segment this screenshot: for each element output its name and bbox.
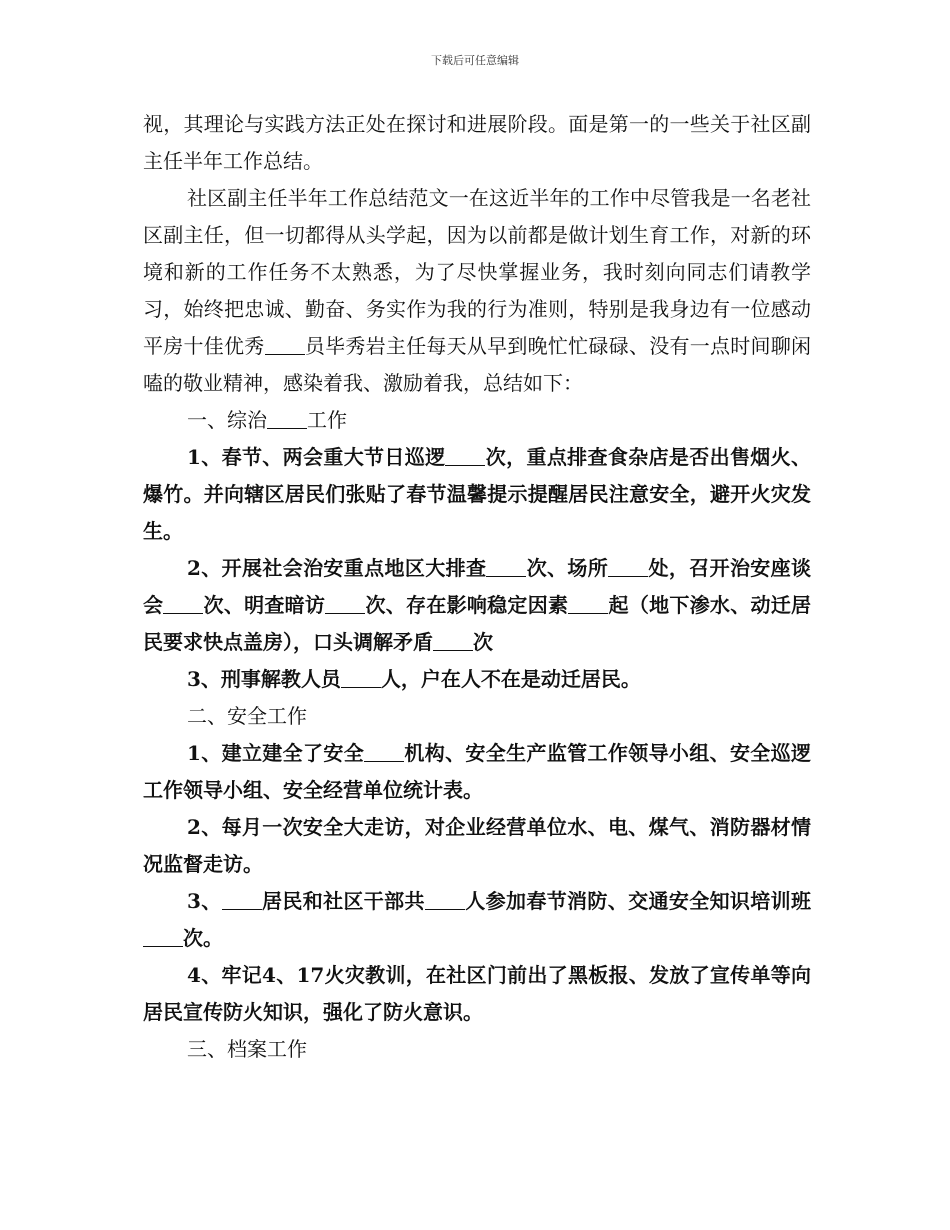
section-heading: 一、综治 工作 [187,408,347,432]
fill-blank [608,556,648,577]
fill-blank [486,556,526,577]
fill-blank [325,593,365,614]
page-header: 下载后可任意编辑 [431,54,519,67]
fill-blank [267,408,307,429]
fill-blank [163,593,203,614]
list-item: 1、建立建全了安全 机构、安全生产监管工作领导小组、安全巡逻工作领导小组、安全经营单位统计表。 [143,741,811,802]
list-item: 4、牢记4、17火灾教训，在社区门前出了黑板报、发放了宣传单等向居民宣传防火知识，强化了防火意识。 [143,963,811,1024]
fill-blank [568,593,608,614]
fill-blank [425,889,465,910]
paragraph: 社区副主任半年工作总结范文一在这近半年的工作中尽管我是一名老社区副主任，但一切都得从头学起，因为以前都是做计划生育工作，对新的环境和新的工作任务不太熟悉，为了尽快掌握业务，我时刻向同志们请教学习，始终把忠诚、勤奋、务实作为我的行为准则，特别是我身边有一位感动平房十佳优秀 员毕秀岩主任每天从早到晚忙忙碌碌、没有一点时间聊闲嗑的敬业精神，感染着我、激励着我，总结如下： [143,186,812,395]
list-item: 3、 居民和社区干部共 人参加春节消防、交通安全知识培训班次。 [143,883,811,957]
section-heading: 二、安全工作 [187,704,307,728]
fill-blank [222,889,262,910]
fill-blank [265,334,305,355]
list-item: 2、每月一次安全大走访，对企业经营单位水、电、煤气、消防器材情况监督走访。 [143,815,811,876]
section-heading: 三、档案工作 [187,1037,307,1061]
fill-blank [341,667,381,688]
fill-blank [364,741,404,762]
paragraph: 视，其理论与实践方法正处在探讨和进展阶段。面是第一的一些关于社区副主任半年工作总结。 [143,112,811,173]
list-item: 1、春节、两会重大节日巡逻 次，重点排查食杂店是否出售烟火、爆竹。并向辖区居民们张贴了春节温馨提示提醒居民注意安全，避开火灾发生。 [143,445,811,543]
fill-blank [143,926,183,947]
list-item: 2、开展社会治安重点地区大排查 次、场所 处，召开治安座谈会 次、明查暗访 次、存在影响稳定因素 起（地下渗水、动迁居民要求快点盖房），口头调解矛盾 次 [143,556,812,654]
fill-blank [433,630,473,651]
list-item: 3、刑事解教人员 人，户在人不在是动迁居民。 [187,667,641,691]
fill-blank [445,445,485,466]
document-body [143,106,811,1068]
